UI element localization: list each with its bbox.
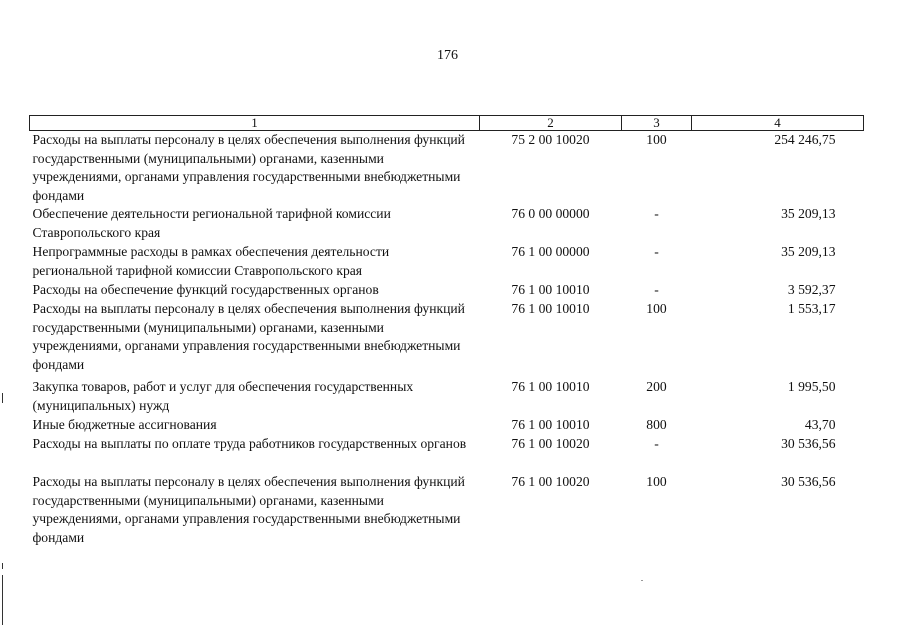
row-name: Расходы на обеспечение функций государственных органов [32,282,379,297]
row-type: - [654,282,659,297]
row-code: 76 1 00 10010 [511,282,590,297]
table-row [30,435,864,473]
row-sum: 30 536,56 [781,436,836,451]
row-code: 76 1 00 10010 [511,301,590,316]
table-row [30,205,864,243]
row-code: 76 1 00 10010 [511,379,590,394]
row-code: 76 1 00 10020 [511,436,590,451]
scan-edge-mark [2,563,3,569]
row-code: 76 1 00 10020 [511,474,590,489]
column-header-1: 1 [30,116,480,131]
row-type: 100 [646,132,667,147]
row-name: Обеспечение деятельности региональной тарифной комиссии Ставропольского края [32,206,391,240]
row-name: Закупка товаров, работ и услуг для обеспечения государственных (муниципальных) нужд [32,379,414,413]
row-name: Расходы на выплаты персоналу в целях обеспечения выполнения функций государственными (муниципальными) органами, казенными учреждениями, органами управления государственными внебюджетными фондами [32,301,465,372]
table-row [30,300,864,378]
row-sum: 43,70 [804,417,836,432]
column-header-4: 4 [692,116,864,131]
row-type: - [654,244,659,259]
budget-table [29,115,864,547]
table-row [30,378,864,416]
row-name: Расходы на выплаты по оплате труда работников государственных органов [32,436,467,451]
row-type: 100 [646,301,667,316]
row-name: Расходы на выплаты персоналу в целях обеспечения выполнения функций государственными (муниципальными) органами, казенными учреждениями, органами управления государственными внебюджетными фондами [32,132,465,203]
row-sum: 3 592,37 [787,282,836,297]
row-type: 100 [646,474,667,489]
row-name: Иные бюджетные ассигнования [32,417,217,432]
row-type: - [654,206,659,221]
table-row [30,243,864,281]
column-header-2: 2 [480,116,622,131]
column-header-3: 3 [622,116,692,131]
scan-edge-mark [2,575,3,625]
row-code: 76 1 00 00000 [511,244,590,259]
row-code: 76 0 00 00000 [511,206,590,221]
row-name: Непрограммные расходы в рамках обеспечения деятельности региональной тарифной комиссии Ставропольского края [32,244,390,278]
row-code: 75 2 00 10020 [511,132,590,147]
page-number: 176 [437,48,458,63]
row-sum: 254 246,75 [774,132,836,147]
row-code: 76 1 00 10010 [511,417,590,432]
table-row [30,131,864,206]
table-header-row [30,116,864,131]
row-sum: 30 536,56 [781,474,836,489]
row-sum: 1 553,17 [787,301,836,316]
row-sum: 1 995,50 [787,379,836,394]
row-type: 200 [646,379,667,394]
row-type: - [654,436,659,451]
scan-dot [641,580,643,581]
scan-edge-mark [2,393,3,403]
row-sum: 35 209,13 [781,206,836,221]
row-type: 800 [646,417,667,432]
row-name: Расходы на выплаты персоналу в целях обеспечения выполнения функций государственными (муниципальными) органами, казенными учреждениями, органами управления государственными внебюджетными фондами [32,474,465,545]
table-row [30,281,864,300]
table-row [30,473,864,547]
table-row [30,416,864,435]
row-sum: 35 209,13 [781,244,836,259]
